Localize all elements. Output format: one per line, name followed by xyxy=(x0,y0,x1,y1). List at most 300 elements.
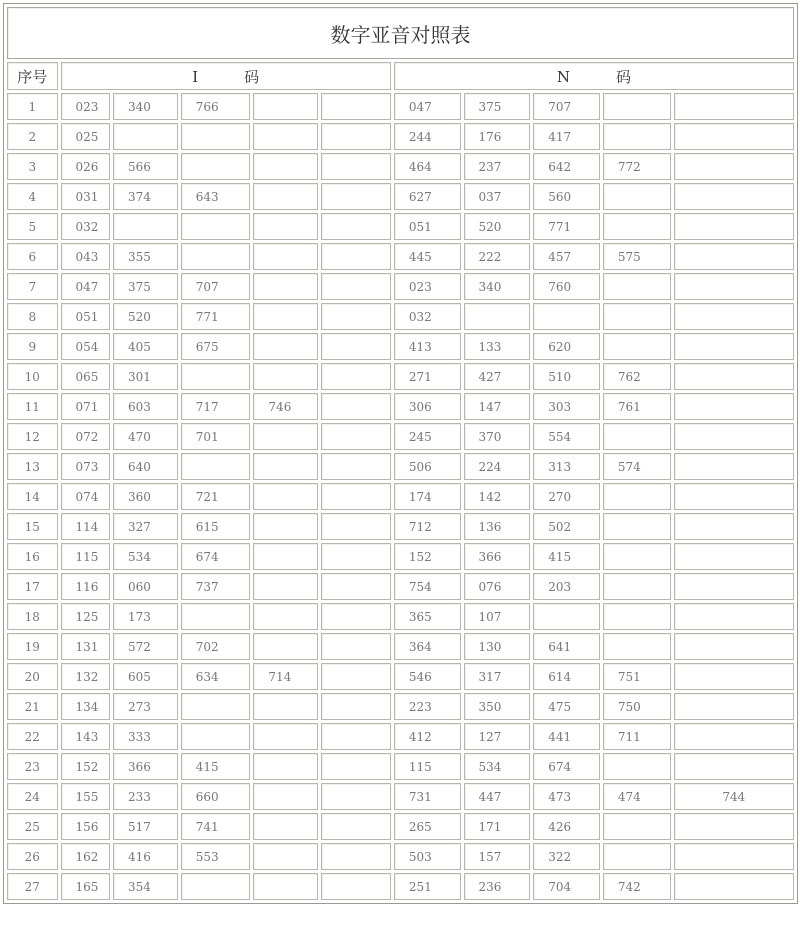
n-code-cell: 441 xyxy=(533,723,600,750)
i-code-cell xyxy=(181,123,251,150)
i-code-cell xyxy=(253,543,318,570)
i-code-cell: 073 xyxy=(61,453,111,480)
i-code-cell: 714 xyxy=(253,663,318,690)
i-code-cell: 721 xyxy=(181,483,251,510)
n-code-cell: 115 xyxy=(394,753,461,780)
n-code-cell xyxy=(674,543,794,570)
table-row xyxy=(7,93,794,120)
i-code-cell: 354 xyxy=(113,873,178,900)
i-code-cell xyxy=(253,363,318,390)
n-code-cell: 464 xyxy=(394,153,461,180)
n-code-cell xyxy=(603,543,671,570)
n-code-cell: 203 xyxy=(533,573,600,600)
i-code-cell: 333 xyxy=(113,723,178,750)
i-code-cell xyxy=(181,153,251,180)
i-code-cell xyxy=(321,783,391,810)
i-code-cell: 060 xyxy=(113,573,178,600)
n-code-cell: 744 xyxy=(674,783,794,810)
table-title: 数字亚音对照表 xyxy=(7,7,794,59)
n-code-cell xyxy=(603,303,671,330)
n-code-cell xyxy=(674,423,794,450)
n-code-cell: 047 xyxy=(394,93,461,120)
n-code-cell xyxy=(674,213,794,240)
table-row xyxy=(7,213,794,240)
i-code-cell: 116 xyxy=(61,573,111,600)
n-code-cell: 762 xyxy=(603,363,671,390)
row-seq: 19 xyxy=(7,633,58,660)
table-row xyxy=(7,333,794,360)
table-row xyxy=(7,273,794,300)
n-code-cell: 704 xyxy=(533,873,600,900)
table-row xyxy=(7,483,794,510)
i-code-cell xyxy=(321,873,391,900)
n-code-cell: 237 xyxy=(464,153,531,180)
i-code-cell: 355 xyxy=(113,243,178,270)
table-row xyxy=(7,453,794,480)
row-seq: 18 xyxy=(7,603,58,630)
table-row xyxy=(7,573,794,600)
row-seq: 2 xyxy=(7,123,58,150)
table-row xyxy=(7,843,794,870)
i-code-cell xyxy=(321,573,391,600)
table-row xyxy=(7,813,794,840)
n-code-cell: 415 xyxy=(533,543,600,570)
i-code-cell xyxy=(253,93,318,120)
n-code-cell xyxy=(674,243,794,270)
n-code-cell: 265 xyxy=(394,813,461,840)
n-code-cell xyxy=(603,573,671,600)
i-code-cell xyxy=(321,633,391,660)
n-code-cell: 364 xyxy=(394,633,461,660)
i-code-cell xyxy=(321,843,391,870)
n-code-cell: 642 xyxy=(533,153,600,180)
i-code-cell: 634 xyxy=(181,663,251,690)
header-i-letter: I xyxy=(192,67,199,86)
table-row xyxy=(7,513,794,540)
row-seq: 27 xyxy=(7,873,58,900)
i-code-cell xyxy=(181,693,251,720)
row-seq: 26 xyxy=(7,843,58,870)
i-code-cell xyxy=(253,153,318,180)
table-row xyxy=(7,303,794,330)
i-code-cell: 132 xyxy=(61,663,111,690)
n-code-cell: 236 xyxy=(464,873,531,900)
table-row xyxy=(7,183,794,210)
i-code-cell: 340 xyxy=(113,93,178,120)
n-code-cell xyxy=(603,483,671,510)
table-row xyxy=(7,543,794,570)
n-code-cell: 771 xyxy=(533,213,600,240)
i-code-cell: 155 xyxy=(61,783,111,810)
n-code-cell: 760 xyxy=(533,273,600,300)
n-code-cell: 127 xyxy=(464,723,531,750)
i-code-cell xyxy=(253,783,318,810)
i-code-cell: 553 xyxy=(181,843,251,870)
n-code-cell: 554 xyxy=(533,423,600,450)
row-seq: 5 xyxy=(7,213,58,240)
n-code-cell xyxy=(603,603,671,630)
n-code-cell: 375 xyxy=(464,93,531,120)
i-code-cell xyxy=(321,753,391,780)
n-code-cell xyxy=(674,693,794,720)
i-code-cell: 643 xyxy=(181,183,251,210)
header-n-code-label: 码 xyxy=(615,67,631,86)
i-code-cell xyxy=(321,153,391,180)
i-code-cell: 375 xyxy=(113,273,178,300)
i-code-cell xyxy=(253,843,318,870)
n-code-cell xyxy=(674,93,794,120)
n-code-cell xyxy=(674,123,794,150)
i-code-cell xyxy=(253,333,318,360)
n-code-cell: 133 xyxy=(464,333,531,360)
subtone-table xyxy=(3,3,798,904)
n-code-cell xyxy=(674,753,794,780)
i-code-cell xyxy=(321,363,391,390)
n-code-cell: 251 xyxy=(394,873,461,900)
n-code-cell: 032 xyxy=(394,303,461,330)
i-code-cell xyxy=(113,123,178,150)
n-code-cell: 473 xyxy=(533,783,600,810)
i-code-cell: 707 xyxy=(181,273,251,300)
row-seq: 11 xyxy=(7,393,58,420)
row-seq: 23 xyxy=(7,753,58,780)
i-code-cell xyxy=(321,693,391,720)
n-code-cell: 707 xyxy=(533,93,600,120)
i-code-cell xyxy=(253,213,318,240)
n-code-cell xyxy=(674,273,794,300)
i-code-cell: 374 xyxy=(113,183,178,210)
i-code-cell: 603 xyxy=(113,393,178,420)
n-code-cell: 076 xyxy=(464,573,531,600)
i-code-cell xyxy=(253,123,318,150)
i-code-cell: 047 xyxy=(61,273,111,300)
header-n-letter: N xyxy=(556,67,570,86)
n-code-cell: 447 xyxy=(464,783,531,810)
row-seq: 10 xyxy=(7,363,58,390)
row-seq: 13 xyxy=(7,453,58,480)
n-code-cell: 427 xyxy=(464,363,531,390)
i-code-cell: 746 xyxy=(253,393,318,420)
n-code-cell xyxy=(674,873,794,900)
table-row xyxy=(7,723,794,750)
i-code-cell: 771 xyxy=(181,303,251,330)
i-code-cell xyxy=(321,543,391,570)
i-code-cell xyxy=(321,243,391,270)
row-seq: 7 xyxy=(7,273,58,300)
row-seq: 8 xyxy=(7,303,58,330)
i-code-cell: 026 xyxy=(61,153,111,180)
n-code-cell: 761 xyxy=(603,393,671,420)
i-code-cell: 071 xyxy=(61,393,111,420)
i-code-cell xyxy=(253,693,318,720)
i-code-cell xyxy=(321,93,391,120)
row-seq: 20 xyxy=(7,663,58,690)
n-code-cell: 474 xyxy=(603,783,671,810)
i-code-cell: 233 xyxy=(113,783,178,810)
i-code-cell xyxy=(253,633,318,660)
table-container xyxy=(3,3,798,904)
i-code-cell: 366 xyxy=(113,753,178,780)
n-code-cell: 152 xyxy=(394,543,461,570)
n-code-cell xyxy=(674,573,794,600)
n-code-cell: 560 xyxy=(533,183,600,210)
row-seq: 3 xyxy=(7,153,58,180)
n-code-cell: 574 xyxy=(603,453,671,480)
i-code-cell: 766 xyxy=(181,93,251,120)
n-code-cell: 223 xyxy=(394,693,461,720)
n-code-cell xyxy=(603,213,671,240)
n-code-cell: 174 xyxy=(394,483,461,510)
i-code-cell: 301 xyxy=(113,363,178,390)
i-code-cell xyxy=(181,453,251,480)
n-code-cell: 303 xyxy=(533,393,600,420)
n-code-cell: 426 xyxy=(533,813,600,840)
row-seq: 21 xyxy=(7,693,58,720)
n-code-cell: 051 xyxy=(394,213,461,240)
i-code-cell: 173 xyxy=(113,603,178,630)
i-code-cell: 674 xyxy=(181,543,251,570)
n-code-cell xyxy=(674,483,794,510)
n-code-cell xyxy=(674,513,794,540)
i-code-cell: 572 xyxy=(113,633,178,660)
i-code-cell xyxy=(321,453,391,480)
header-i-code-label: 码 xyxy=(244,67,260,86)
row-seq: 25 xyxy=(7,813,58,840)
n-code-cell: 502 xyxy=(533,513,600,540)
i-code-cell xyxy=(253,183,318,210)
n-code-cell: 417 xyxy=(533,123,600,150)
n-code-cell: 136 xyxy=(464,513,531,540)
i-code-cell: 143 xyxy=(61,723,111,750)
i-code-cell: 043 xyxy=(61,243,111,270)
i-code-cell: 032 xyxy=(61,213,111,240)
i-code-cell: 675 xyxy=(181,333,251,360)
n-code-cell xyxy=(603,753,671,780)
i-code-cell: 416 xyxy=(113,843,178,870)
i-code-cell xyxy=(253,573,318,600)
i-code-cell xyxy=(253,813,318,840)
i-code-cell: 660 xyxy=(181,783,251,810)
i-code-cell xyxy=(253,273,318,300)
i-code-cell xyxy=(321,813,391,840)
i-code-cell: 605 xyxy=(113,663,178,690)
i-code-cell xyxy=(321,483,391,510)
n-code-cell: 037 xyxy=(464,183,531,210)
i-code-cell xyxy=(321,723,391,750)
i-code-cell: 074 xyxy=(61,483,111,510)
table-row xyxy=(7,123,794,150)
table-row xyxy=(7,633,794,660)
n-code-cell: 475 xyxy=(533,693,600,720)
n-code-cell: 370 xyxy=(464,423,531,450)
row-seq: 9 xyxy=(7,333,58,360)
i-code-cell xyxy=(321,393,391,420)
n-code-cell: 130 xyxy=(464,633,531,660)
row-seq: 4 xyxy=(7,183,58,210)
i-code-cell xyxy=(253,513,318,540)
i-code-cell: 717 xyxy=(181,393,251,420)
i-code-cell xyxy=(113,213,178,240)
table-row xyxy=(7,363,794,390)
n-code-cell: 317 xyxy=(464,663,531,690)
n-code-cell: 413 xyxy=(394,333,461,360)
i-code-cell: 615 xyxy=(181,513,251,540)
n-code-cell xyxy=(674,723,794,750)
n-code-cell: 157 xyxy=(464,843,531,870)
i-code-cell xyxy=(321,183,391,210)
i-code-cell: 701 xyxy=(181,423,251,450)
i-code-cell: 114 xyxy=(61,513,111,540)
header-row xyxy=(7,62,794,90)
n-code-cell: 142 xyxy=(464,483,531,510)
n-code-cell: 674 xyxy=(533,753,600,780)
i-code-cell: 273 xyxy=(113,693,178,720)
n-code-cell xyxy=(674,453,794,480)
i-code-cell: 031 xyxy=(61,183,111,210)
table-row xyxy=(7,423,794,450)
i-code-cell: 405 xyxy=(113,333,178,360)
n-code-cell xyxy=(674,603,794,630)
i-code-cell xyxy=(181,363,251,390)
n-code-cell: 366 xyxy=(464,543,531,570)
header-seq: 序号 xyxy=(7,62,58,90)
i-code-cell xyxy=(321,663,391,690)
header-n-code xyxy=(394,62,794,90)
i-code-cell xyxy=(253,243,318,270)
row-seq: 22 xyxy=(7,723,58,750)
i-code-cell xyxy=(181,603,251,630)
n-code-cell: 313 xyxy=(533,453,600,480)
n-code-cell: 520 xyxy=(464,213,531,240)
n-code-cell: 023 xyxy=(394,273,461,300)
n-code-cell xyxy=(533,603,600,630)
n-code-cell: 350 xyxy=(464,693,531,720)
n-code-cell xyxy=(464,303,531,330)
n-code-cell: 510 xyxy=(533,363,600,390)
i-code-cell xyxy=(321,123,391,150)
n-code-cell xyxy=(603,123,671,150)
n-code-cell: 340 xyxy=(464,273,531,300)
i-code-cell: 125 xyxy=(61,603,111,630)
n-code-cell xyxy=(603,843,671,870)
table-row xyxy=(7,243,794,270)
n-code-cell: 534 xyxy=(464,753,531,780)
n-code-cell: 457 xyxy=(533,243,600,270)
i-code-cell xyxy=(253,753,318,780)
n-code-cell: 412 xyxy=(394,723,461,750)
i-code-cell: 534 xyxy=(113,543,178,570)
table-row xyxy=(7,603,794,630)
i-code-cell xyxy=(321,273,391,300)
n-code-cell: 270 xyxy=(533,483,600,510)
n-code-cell: 620 xyxy=(533,333,600,360)
n-code-cell: 731 xyxy=(394,783,461,810)
n-code-cell xyxy=(603,423,671,450)
header-i-code xyxy=(61,62,391,90)
i-code-cell xyxy=(181,723,251,750)
n-code-cell xyxy=(674,333,794,360)
i-code-cell xyxy=(253,423,318,450)
i-code-cell: 165 xyxy=(61,873,111,900)
i-code-cell: 566 xyxy=(113,153,178,180)
i-code-cell xyxy=(253,723,318,750)
i-code-cell: 051 xyxy=(61,303,111,330)
n-code-cell: 711 xyxy=(603,723,671,750)
i-code-cell xyxy=(321,333,391,360)
n-code-cell xyxy=(603,633,671,660)
n-code-cell: 546 xyxy=(394,663,461,690)
row-seq: 24 xyxy=(7,783,58,810)
i-code-cell: 115 xyxy=(61,543,111,570)
n-code-cell xyxy=(674,183,794,210)
n-code-cell xyxy=(603,333,671,360)
i-code-cell xyxy=(321,423,391,450)
i-code-cell xyxy=(253,873,318,900)
i-code-cell: 023 xyxy=(61,93,111,120)
n-code-cell: 147 xyxy=(464,393,531,420)
row-seq: 15 xyxy=(7,513,58,540)
i-code-cell: 415 xyxy=(181,753,251,780)
n-code-cell xyxy=(603,273,671,300)
i-code-cell: 470 xyxy=(113,423,178,450)
n-code-cell: 506 xyxy=(394,453,461,480)
n-code-cell: 445 xyxy=(394,243,461,270)
n-code-cell: 306 xyxy=(394,393,461,420)
n-code-cell: 503 xyxy=(394,843,461,870)
n-code-cell xyxy=(603,183,671,210)
n-code-cell: 641 xyxy=(533,633,600,660)
i-code-cell: 741 xyxy=(181,813,251,840)
n-code-cell: 627 xyxy=(394,183,461,210)
n-code-cell xyxy=(603,93,671,120)
i-code-cell xyxy=(321,303,391,330)
n-code-cell: 245 xyxy=(394,423,461,450)
row-seq: 14 xyxy=(7,483,58,510)
n-code-cell: 772 xyxy=(603,153,671,180)
table-row xyxy=(7,393,794,420)
n-code-cell: 176 xyxy=(464,123,531,150)
n-code-cell: 712 xyxy=(394,513,461,540)
n-code-cell xyxy=(603,513,671,540)
row-seq: 16 xyxy=(7,543,58,570)
i-code-cell xyxy=(253,603,318,630)
n-code-cell: 751 xyxy=(603,663,671,690)
n-code-cell xyxy=(674,303,794,330)
i-code-cell: 360 xyxy=(113,483,178,510)
i-code-cell: 520 xyxy=(113,303,178,330)
row-seq: 12 xyxy=(7,423,58,450)
n-code-cell xyxy=(674,843,794,870)
n-code-cell: 222 xyxy=(464,243,531,270)
i-code-cell: 065 xyxy=(61,363,111,390)
i-code-cell: 162 xyxy=(61,843,111,870)
i-code-cell xyxy=(253,453,318,480)
i-code-cell: 327 xyxy=(113,513,178,540)
table-row xyxy=(7,753,794,780)
n-code-cell: 365 xyxy=(394,603,461,630)
i-code-cell xyxy=(321,513,391,540)
i-code-cell: 640 xyxy=(113,453,178,480)
i-code-cell: 737 xyxy=(181,573,251,600)
n-code-cell: 750 xyxy=(603,693,671,720)
n-code-cell: 742 xyxy=(603,873,671,900)
n-code-cell xyxy=(603,813,671,840)
i-code-cell: 054 xyxy=(61,333,111,360)
row-seq: 1 xyxy=(7,93,58,120)
row-seq: 17 xyxy=(7,573,58,600)
table-row xyxy=(7,663,794,690)
n-code-cell: 575 xyxy=(603,243,671,270)
